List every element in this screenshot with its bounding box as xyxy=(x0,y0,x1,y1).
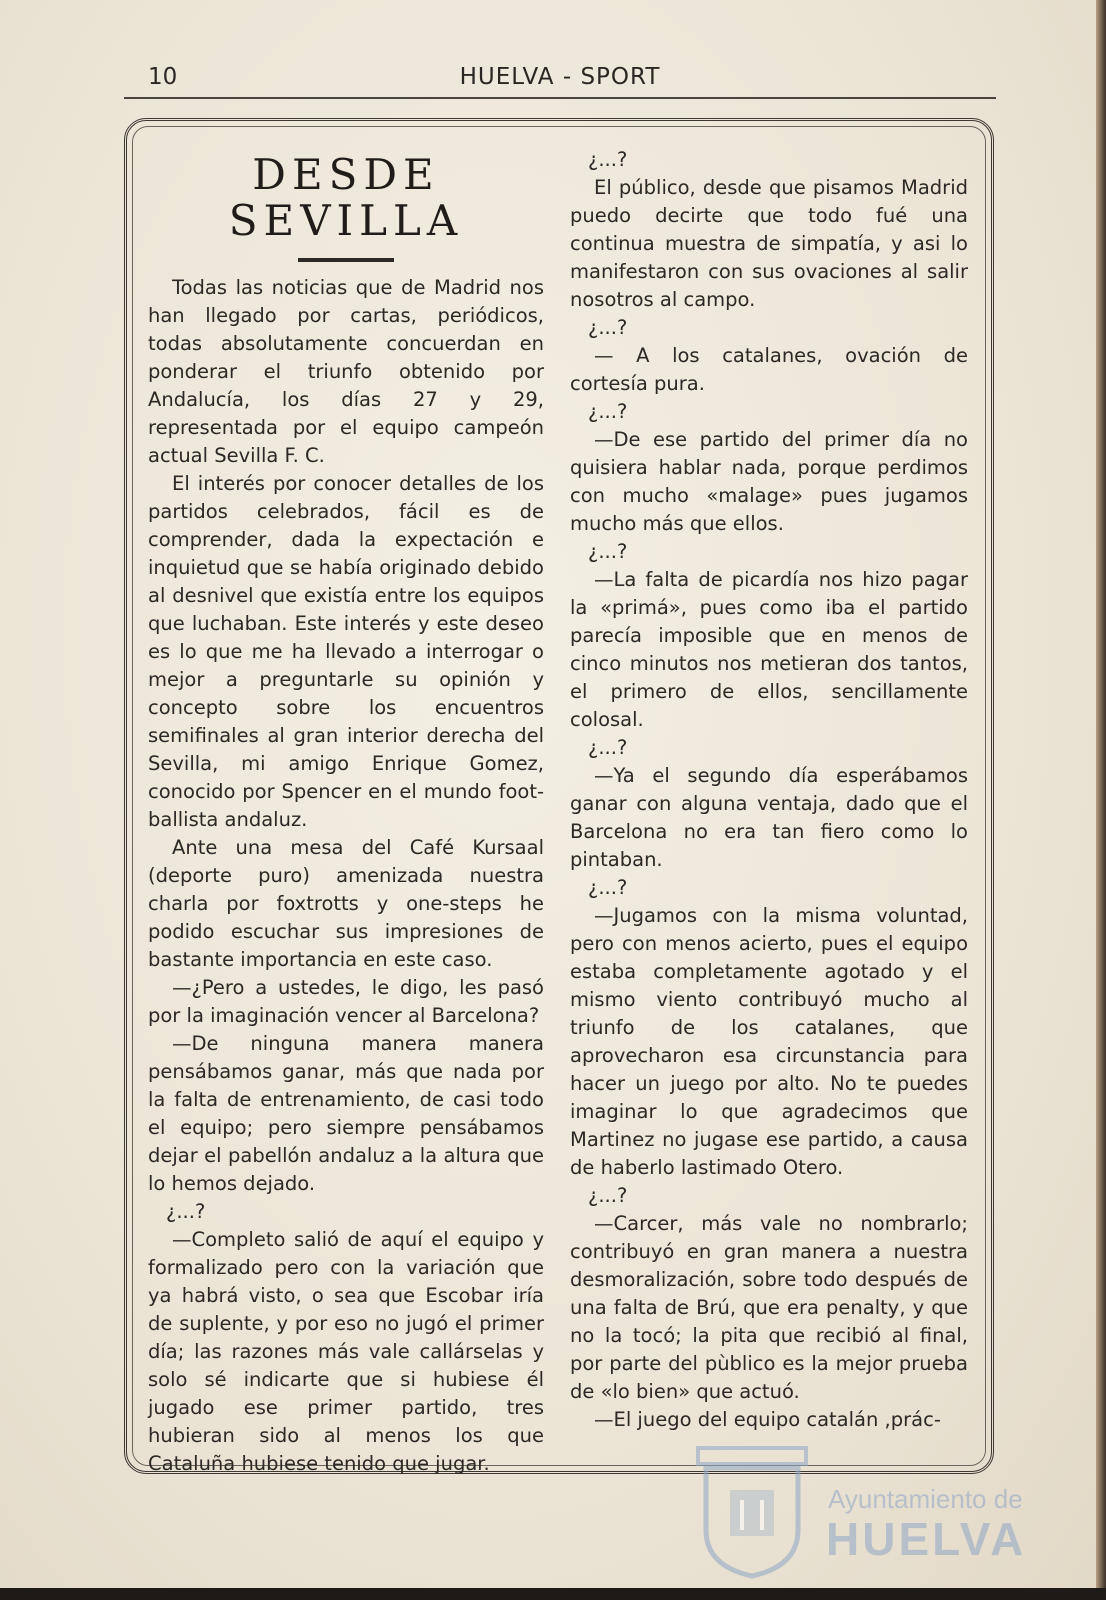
left-column xyxy=(148,152,544,1478)
question-mark: ¿...? xyxy=(588,1184,628,1207)
article-title: DESDE SEVILLA xyxy=(228,150,464,245)
question-mark: ¿...? xyxy=(588,316,628,339)
paragraph: —De ese partido del primer día no quisiera hablar nada, porque perdimos con mucho «malage» pues jugamos mucho más que ellos. xyxy=(570,428,968,535)
question-mark: ¿...? xyxy=(588,400,628,423)
page-number: 10 xyxy=(148,64,178,90)
title-rule xyxy=(298,258,394,262)
paragraph: Ante una mesa del Café Kursaal (deporte puro) amenizada nuestra charla por foxtrotts y one-steps he podido escuchar sus impresiones de bastante importancia en este caso. xyxy=(148,836,544,971)
page-header xyxy=(124,62,996,96)
watermark-line2: HUELVA xyxy=(826,1513,1027,1565)
paragraph: —Ya el segundo día esperábamos ganar con alguna ventaja, dado que el Barcelona no era tan fiero como lo pintaban. xyxy=(570,764,968,871)
right-column xyxy=(570,146,968,1434)
question-mark: ¿...? xyxy=(588,876,628,899)
question-mark: ¿...? xyxy=(588,540,628,563)
paragraph: —Carcer, más vale no nombrarlo; contribuyó en gran manera a nuestra desmoralización, sobre todo después de una falta de Brú, que era penalty, y que no la tocó; la pita que recibió al final, por parte del pùblico es la mejor prueba de «lo bien» que actuó. xyxy=(570,1212,968,1403)
paragraph: —¿Pero a ustedes, le digo, les pasó por la imaginación vencer al Barcelona? xyxy=(148,976,544,1027)
binding-edge xyxy=(1096,0,1106,1600)
paragraph: — A los catalanes, ovación de cortesía pura. xyxy=(570,344,968,395)
bottom-edge xyxy=(0,1588,1106,1600)
header-rule xyxy=(124,97,996,99)
paragraph: El interés por conocer detalles de los partidos celebrados, fácil es de comprender, dada la expectación e inquietud que se había originado debido al desnivel que existía entre los equipos que luchaban. Este interés y este deseo es lo que me ha llevado a interrogar o mejor a preguntarle su opinión y concepto sobre los encuentros semifinales al gran interior derecha del Sevilla, mi amigo Enrique Gomez, conocido por Spencer en el mundo foot-ballista andaluz. xyxy=(148,472,544,831)
paragraph: Todas las noticias que de Madrid nos han llegado por cartas, periódicos, todas absolutamente concuerdan en ponderar el triunfo obtenido por Andalucía, los días 27 y 29, representada por el equipo campeón actual Sevilla F. C. xyxy=(148,276,544,467)
paragraph: —Jugamos con la misma voluntad, pero con menos acierto, pues el equipo estaba completamente agotado y el mismo viento contribuyó mucho al triunfo de los catalanes, que aprovecharon esa circunstancia para hacer un juego por alto. No te puedes imaginar lo que agradecimos que Martinez no jugase ese partido, a causa de haberlo lastimado Otero. xyxy=(570,904,968,1179)
publication-title: HUELVA - SPORT xyxy=(459,64,661,90)
paragraph: —La falta de picardía nos hizo pagar la «primá», pues como iba el partido parecía imposible que en menos de cinco minutos nos metieran dos tantos, el primero de ellos, sencillamente colosal. xyxy=(570,568,968,731)
paragraph: —De ninguna manera manera pensábamos ganar, más que nada por la falta de entrenamiento, de casi todo el equipo; pero siempre pensábamos dejar el pabellón andaluz a la altura que lo hemos dejado. xyxy=(148,1032,544,1195)
question-mark: ¿...? xyxy=(166,1200,206,1223)
watermark-line1: Ayuntamiento de xyxy=(828,1484,1023,1514)
archive-watermark xyxy=(692,1440,1032,1580)
paragraph: —El juego del equipo catalán ,prác- xyxy=(594,1408,941,1431)
paragraph: —Completo salió de aquí el equipo y formalizado pero con la variación que ya habrá visto, o sea que Escobar iría de suplente, y por eso no jugó el primer día; las razones más vale callárselas y solo sé indicarte que si hubiese él jugado ese primer partido, tres hubieran sido al menos los que Cataluña hubiese tenido que jugar. xyxy=(148,1228,544,1475)
coat-of-arms-icon xyxy=(692,1440,812,1580)
question-mark: ¿...? xyxy=(588,148,628,171)
question-mark: ¿...? xyxy=(588,736,628,759)
paragraph: El público, desde que pisamos Madrid puedo decirte que todo fué una continua muestra de simpatía, y asi lo manifestaron con sus ovaciones al salir nosotros al campo. xyxy=(570,176,968,311)
